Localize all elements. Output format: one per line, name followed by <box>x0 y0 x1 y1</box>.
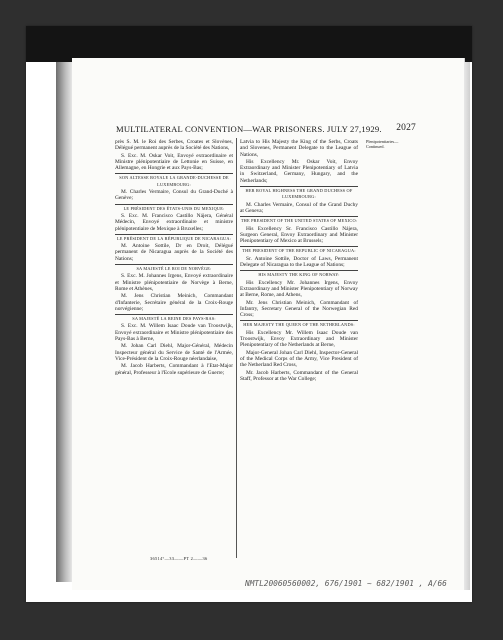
archive-stamp: NMTL20060560002, 676/1901 ~ 682/1901 , A/66 <box>245 579 447 588</box>
fr-section-netherlands: SA MAJESTÉ LA REINE DES PAYS-BAS: <box>115 314 233 322</box>
french-column <box>115 139 233 377</box>
fr-voit: S. Exc. M. Oskar Voit, Envoyé extraordinaire et Ministre plénipotentiaire de Lettonie en Suisse, en Allemagne, en Hongrie et aux Pays-Bas; <box>115 152 233 172</box>
en-najera: His Excellency Sr. Francisco Castillo Nájera, Surgeon General, Envoy Extraordinary and Minister Plenipotentiary of Mexico at Brussels; <box>240 225 358 245</box>
en-section-netherlands: HER MAJESTY THE QUEEN OF THE NETHERLANDS: <box>240 320 358 328</box>
top-black-band <box>26 26 472 62</box>
en-doude: His Excellency Mr. Willem Isaac Doude van Troostwijk, Envoy Extraordinary and Minister Plenipotentiary of the Netherlands at Berne, <box>240 329 358 349</box>
en-harberts: Mr. Jacob Harberts, Commandant of the General Staff, Professor at the War College; <box>240 369 358 382</box>
print-code: 36514°—33——PT 2——36 <box>150 556 208 561</box>
fr-sottile: M. Antoine Sottile, Dr en Droit, Délégué permanent de Nicaragua auprès de la Société des Nations; <box>115 243 233 262</box>
page-header <box>116 123 416 134</box>
en-vermaire: M. Charles Vermaire, Consul of the Grand Duchy at Geneva; <box>240 201 358 214</box>
fr-diehl: M. Johan Carl Diehl, Major-Général, Médecin Inspecteur général du Service de Santé de l'Armée, Vice-Président de la Croix-Rouge néerlandaise, <box>115 343 233 362</box>
english-column <box>240 139 358 383</box>
fr-section-nicaragua: LE PRÉSIDENT DE LA RÉPUBLIQUE DE NICARAGUA: <box>116 235 232 241</box>
en-section-mexico: THE PRESIDENT OF THE UNITED STATES OF MEXICO: <box>240 218 358 224</box>
fr-harberts: M. Jacob Harberts, Commandant à l'Etat-Major général, Professeur à l'Ecole supérieure de Guerre; <box>115 363 233 376</box>
en-intro: Latvia to His Majesty the King of the Serbs, Croats and Slovenes, Permanent Delegate to the League of Nations, <box>240 139 358 158</box>
en-meinich: Mr. Jens Christian Meinich, Commandant of Infantry, Secretary General of the Norwegian Red Cross; <box>240 299 358 319</box>
en-section-luxembourg: HER ROYAL HIGHNESS THE GRAND DUCHESS OF LUXEMBOURG: <box>240 186 358 201</box>
fr-meinich: M. Jens Christian Meinich, Commandant d'Infanterie, Secrétaire général de la Croix-Rouge norvégienne; <box>115 293 233 312</box>
fr-section-mexico: LE PRÉSIDENT DES ÉTATS-UNIS DU MEXIQUE: <box>115 204 233 212</box>
fr-section-norway: SA MAJESTÉ LE ROI DE NORVÈGE: <box>115 264 233 272</box>
en-section-norway: HIS MAJESTY THE KING OF NORWAY: <box>240 270 358 278</box>
en-sottile: Sr. Antoine Sottile, Doctor of Laws, Permanent Delegate of Nicaragua to the League of Nations; <box>240 255 358 269</box>
fr-intro: près S. M. le Roi des Serbes, Croates et Slovènes, Délégué permanent auprès de la Société des Nations, <box>115 139 233 152</box>
page-edge <box>464 62 470 590</box>
en-irgens: His Excellency Mr. Johannes Irgens, Envoy Extraordinary and Minister Plenipotentiary of Norway at Berne, Rome, and Athens, <box>240 279 358 299</box>
fr-section-luxembourg: SON ALTESSE ROYALE LA GRANDE-DUCHESSE DE LUXEMBOURG: <box>115 173 233 188</box>
en-voit: His Excellency Mr. Oskar Voit, Envoy Extraordinary and Minister Plenipotentiary of Latvia in Switzerland, Germany, Hungary, and the Netherlands; <box>240 158 358 184</box>
binding-strip <box>56 62 72 582</box>
fr-vermaire: M. Charles Vermaire, Consul du Grand-Duché à Genève; <box>115 189 233 202</box>
en-section-nicaragua: THE PRESIDENT OF THE REPUBLIC OF NICARAGUA: <box>240 246 358 254</box>
en-diehl: Major-General Johan Carl Diehl, Inspector-General of the Medical Corps of the Army, Vice President of the Netherland Red Cross, <box>240 349 358 369</box>
margin-note: Plenipotentiaries—Continued. <box>366 139 399 149</box>
fr-irgens: S. Exc. M. Johannes Irgens, Envoyé extraordinaire et Ministre plénipotentiaire de Norvège à Berne, Rome et Athènes, <box>115 273 233 292</box>
page-number: 2027 <box>396 123 416 133</box>
fr-najera: S. Exc. M. Francisco Castillo Nájera, Général Médecin, Envoyé extraordinaire et ministre plénipotentiaire de Mexique à Bruxelles; <box>115 212 233 232</box>
fr-doude: S. Exc. M. Willem Isaac Doude van Troostwijk, Envoyé extraordinaire et Ministre plénipotentiaire des Pays-Bas à Berne, <box>115 323 233 343</box>
header-title: MULTILATERAL CONVENTION—WAR PRISONERS. JULY 27,1929. <box>116 124 382 134</box>
column-divider <box>236 138 237 558</box>
